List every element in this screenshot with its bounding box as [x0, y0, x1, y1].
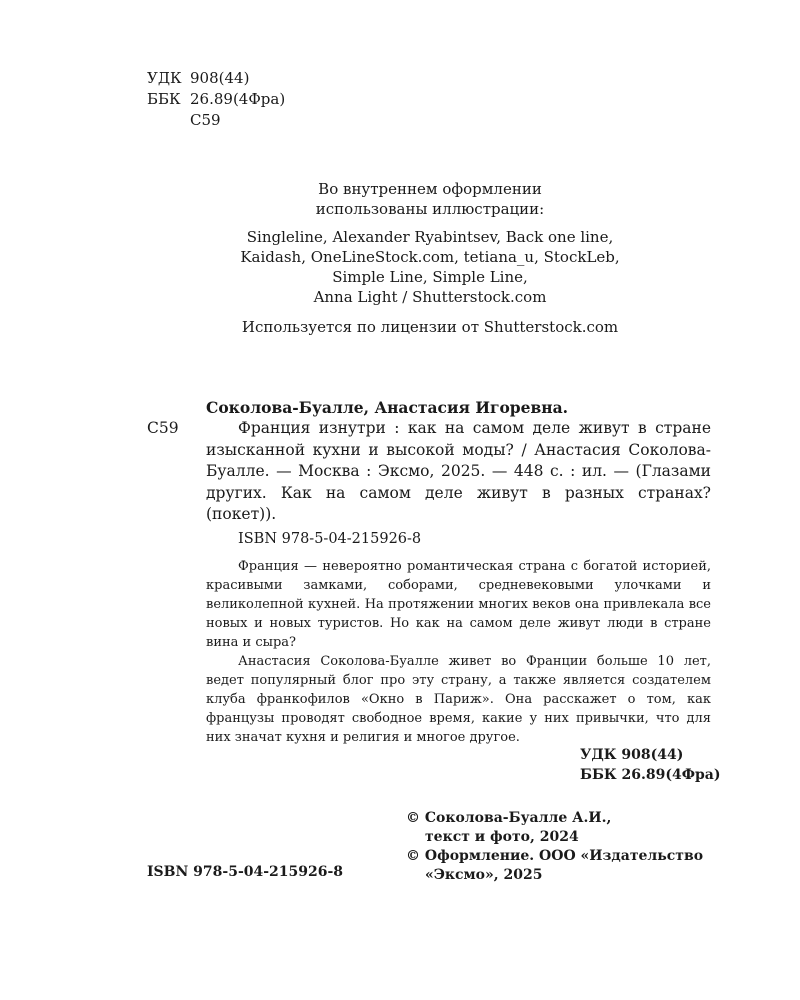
footer-isbn: ISBN 978-5-04-215926-8 [147, 864, 344, 880]
bbk-label: ББК [147, 90, 181, 108]
classification-footer [580, 745, 721, 785]
cutter-code: С59 [190, 111, 221, 129]
record-description: Франция изнутри : как на самом деле живут в стране изысканной кухни и высокой моды? / Анастасия Соколова-Буалле. — Москва : Эксмо, 2025. — 448 с. : ил. — (Глазами других. Как на самом деле живут в разных странах? (покет)). [206, 419, 711, 523]
copyright-author-line1: © Соколова-Буалле А.И., [406, 810, 612, 826]
copyright-author-line2: текст и фото, 2024 [425, 829, 579, 845]
record-author: Соколова-Буалле, Анастасия Игоревна. [206, 398, 569, 417]
illustrations-intro-line2: использованы иллюстрации: [315, 200, 545, 218]
illustrations-intro-line1: Во внутреннем оформлении [318, 180, 542, 198]
bbk-value: 26.89(4Фра) [190, 90, 286, 108]
copyright-design-line1: © Оформление. ООО «Издательство [406, 848, 704, 864]
annotation-paragraph-2: Анастасия Соколова-Буалле живет во Франции больше 10 лет, ведет популярный блог про эту страну, а также является создателем клуба франкофилов «Окно в Париж». Она расскажет о том, как французы проводят свободное время, какие у них привычки, что для них значат кухня и религия и многое другое. [206, 654, 711, 745]
record-cutter: С59 [147, 419, 179, 437]
classification-codes [147, 68, 285, 131]
illustrations-intro [140, 179, 720, 219]
cutter-row [147, 110, 285, 131]
bbk-row [147, 89, 285, 110]
credits-line1: Singleline, Alexander Ryabintsev, Back one line, [246, 228, 614, 246]
udk-row [147, 68, 285, 89]
record-isbn: ISBN 978-5-04-215926-8 [238, 531, 422, 547]
credits-line3: Simple Line, Simple Line, [332, 268, 528, 286]
copyright-block [406, 809, 703, 885]
udk-footer: УДК 908(44) [580, 747, 684, 763]
illustrations-credits [140, 227, 720, 307]
license-note: Используется по лицензии от Shutterstock.com [241, 318, 619, 336]
bbk-footer: ББК 26.89(4Фра) [580, 767, 721, 783]
udk-label: УДК [147, 69, 182, 87]
credits-line4: Anna Light / Shutterstock.com [313, 288, 547, 306]
copyright-design-line2: «Эксмо», 2025 [425, 867, 543, 883]
udk-value: 908(44) [190, 69, 250, 87]
credits-line2: Kaidash, OneLineStock.com, tetiana_u, StockLeb, [240, 248, 620, 266]
annotation-paragraph-1: Франция — невероятно романтическая страна с богатой историей, красивыми замками, соборами, средневековыми улочками и великолепной кухней. На протяжении многих веков она привлекала все новых и новых туристов. Но как на самом деле живут люди в стране вина и сыра? [206, 559, 711, 650]
